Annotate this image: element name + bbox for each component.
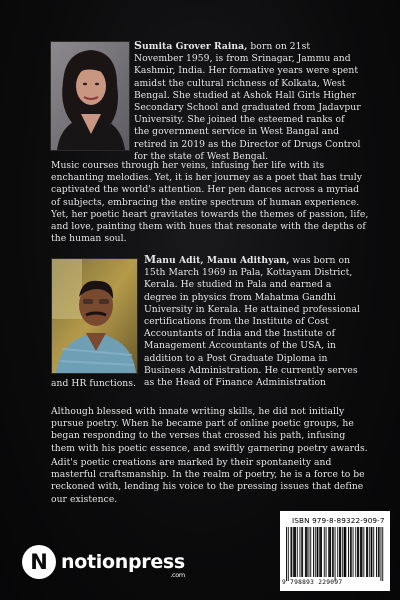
- publisher-logo: [22, 542, 185, 582]
- barcode-bar: [286, 527, 287, 581]
- barcode-bar: [326, 527, 327, 577]
- barcode-bar: [335, 527, 336, 581]
- barcode-bar: [371, 527, 372, 577]
- bio-sumita-text: born on 21st November 1959, is from Srinagar, Jammu and Kashmir, India. Her formative years were spent amidst the cultural richness of Kolkata, West Bengal. She studied at Ashok Hall Girls Higher Secondary School and graduated from Jadavpur University. She joined the esteemed ranks of the government service in West Bangal and retired in 2019 as the Director of Drugs Control for the state of West Bengal.: [134, 41, 361, 162]
- barcode-bar: [291, 527, 292, 577]
- bio-manu-text-tail: and HR functions.: [51, 378, 136, 389]
- barcode-bar: [288, 527, 289, 581]
- bio-manu-paragraph-1-text: Although blessed with innate writing skills, he did not initially pursue poetry. When he became part of online poetic groups, he began responding to the verses that crossed his path, infusing them with his poetic essence, and swiftly garnering poetry awards.: [51, 406, 368, 454]
- barcode-bar: [363, 527, 364, 577]
- barcode-bar: [294, 527, 295, 577]
- barcode-bar: [376, 527, 377, 577]
- barcode-bar: [342, 527, 343, 577]
- barcode-bar: [360, 527, 361, 577]
- barcode-digits: 9 798893 229097: [282, 579, 343, 586]
- barcode-bar: [337, 527, 338, 577]
- barcode-bar: [345, 527, 346, 577]
- barcode-bar: [378, 527, 379, 577]
- barcode-bar: [350, 527, 351, 577]
- barcode-bar: [379, 527, 380, 577]
- barcode-bar: [361, 527, 362, 577]
- barcode-bar: [339, 527, 340, 577]
- barcode-bar: [357, 527, 358, 577]
- bio-sumita-name: Sumita Grover Raina,: [134, 39, 248, 52]
- bio-sumita-paragraph-text: Music courses through her veins, infusing her life with its enchanting melodies. Yet, it is her journey as a poet that has truly captivated the world's attention. Her pen dances across a myriad of subjects, embracing the entire spectrum of human experience. Yet, her poetic heart gravitates towards the themes of passion, life, and love, painting them with hues that resonate with the depths of the human soul.: [51, 160, 369, 245]
- barcode-bar: [300, 527, 301, 577]
- barcode-bar: [301, 527, 302, 577]
- barcode-bar: [348, 527, 349, 577]
- barcode-bar: [328, 527, 329, 577]
- barcode-bar: [340, 527, 341, 577]
- barcode-bar: [295, 527, 296, 577]
- bio-sumita: [134, 40, 362, 163]
- barcode-bar: [318, 527, 319, 577]
- barcode-bar: [351, 527, 352, 577]
- barcode-bar: [320, 527, 321, 577]
- bio-manu-text: was born on 15th March 1969 in Pala, Kottayam District, Kerala. He studied in Pala and earned a degree in physics from Mahatma Gandhi University in Kerala. He attained professional certifications from the Institute of Cost Accountants of India and the Institute of Management Accountants of the USA, in addition to a Post Graduate Diploma in Business Administration. He currently serves as the Head of Finance Administration: [144, 255, 361, 389]
- bio-manu-paragraph-2: [51, 457, 371, 506]
- barcode-bar: [369, 527, 370, 577]
- publisher-domain-suffix: .com: [170, 571, 185, 579]
- barcode-bar: [353, 527, 354, 577]
- barcode-bar: [297, 527, 298, 577]
- barcode-bar: [315, 527, 316, 577]
- barcode-bar: [310, 527, 311, 577]
- author-photo-manu-image: [52, 259, 137, 373]
- barcode-bar: [332, 527, 333, 577]
- barcode-bar: [382, 527, 383, 581]
- barcode-bar: [355, 527, 356, 577]
- barcode-bar: [372, 527, 373, 577]
- barcode-bar: [344, 527, 345, 577]
- bio-manu-name: Manu Adit, Manu Adithyan,: [144, 253, 290, 266]
- publisher-name-text: notionpress: [61, 551, 185, 573]
- barcode-bar: [291, 527, 292, 577]
- barcode-bar: [293, 527, 294, 577]
- barcode-bar: [307, 527, 308, 577]
- bio-sumita-paragraph: [51, 160, 371, 245]
- barcode-bar: [317, 527, 318, 577]
- barcode-bar: [302, 527, 303, 577]
- barcode-bar: [324, 527, 325, 577]
- isbn-number: ISBN 979-8-89322-909-7: [292, 516, 385, 525]
- barcode-bar: [329, 527, 330, 577]
- barcode-bar: [306, 527, 307, 577]
- barcode-bar: [330, 527, 331, 577]
- barcode-bar: [313, 527, 314, 577]
- barcode-bar: [305, 527, 306, 577]
- author-photo-sumita: [50, 41, 130, 151]
- bio-manu-paragraph-1: [51, 406, 371, 455]
- barcode-bar: [333, 527, 334, 577]
- barcode-bar: [373, 527, 374, 577]
- publisher-logo-letter: N: [30, 550, 48, 574]
- publisher-name: [61, 551, 185, 579]
- barcode-bar: [366, 527, 367, 577]
- isbn-barcode: [280, 511, 390, 591]
- barcode-bar: [358, 527, 359, 577]
- barcode-bar: [367, 527, 368, 577]
- bio-manu-paragraph-2-text: Adit's poetic creations are marked by their spontaneity and masterful craftsmanship. In the realm of poetry, he is a force to be reckoned with, lending his voice to the pressing issues that define our existence.: [51, 457, 365, 505]
- author-photo-sumita-image: [51, 42, 129, 150]
- barcode-bar: [321, 527, 322, 577]
- barcode-bar: [345, 527, 346, 577]
- barcode-bar: [381, 527, 382, 581]
- barcode-bar: [319, 527, 320, 577]
- author-photo-manu: [51, 258, 138, 374]
- bio-manu: [144, 254, 366, 389]
- publisher-logo-icon: [22, 545, 56, 579]
- barcode-bar: [362, 527, 363, 577]
- barcode-bar: [309, 527, 310, 577]
